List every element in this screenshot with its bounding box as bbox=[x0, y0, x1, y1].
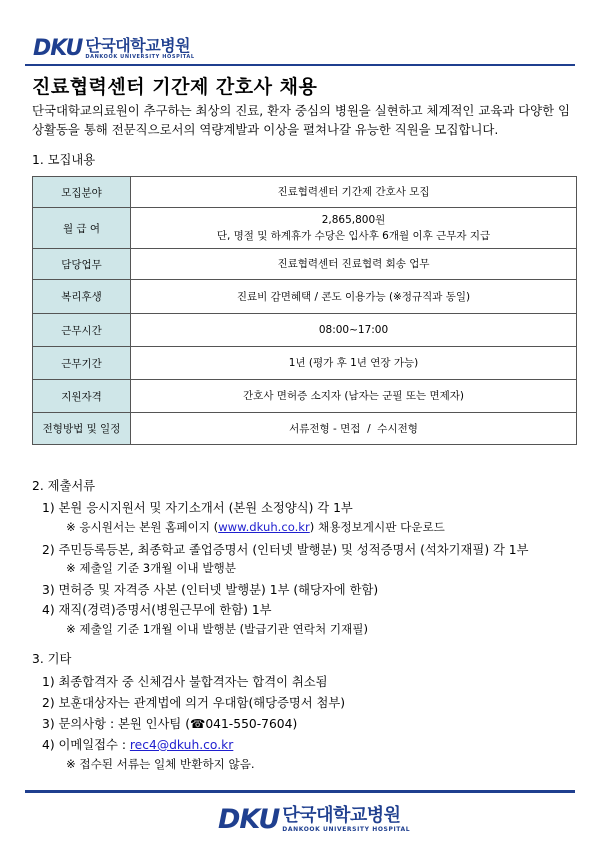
logo-korean-name: 단국대학교병원 bbox=[282, 805, 401, 826]
row-label: 근무기간 bbox=[33, 347, 131, 380]
row-value: 08:00~17:00 bbox=[131, 314, 577, 347]
note-line: ※ 제출일 기준 3개월 이내 발행분 bbox=[66, 561, 236, 575]
table-row bbox=[33, 413, 577, 445]
page-title: 진료협력센터 기간제 간호사 채용 bbox=[32, 76, 318, 98]
list-item: 3) 면허증 및 자격증 사본 (인터넷 발행분) 1부 (해당자에 한함) bbox=[42, 583, 379, 597]
table-row bbox=[33, 314, 577, 347]
logo-mark: DKU bbox=[218, 804, 280, 835]
salary-amount: 2,865,800원 bbox=[321, 214, 386, 226]
section3-heading: 3. 기타 bbox=[32, 652, 72, 666]
logo-korean-name: 단국대학교병원 bbox=[85, 36, 191, 55]
table-row bbox=[33, 208, 577, 249]
note-line bbox=[66, 519, 445, 535]
row-label: 전형방법 및 일정 bbox=[33, 413, 131, 445]
header-rule bbox=[25, 64, 575, 66]
table-row bbox=[33, 380, 577, 413]
list-item: 1) 본원 응시지원서 및 자기소개서 (본원 소정양식) 각 1부 bbox=[42, 501, 353, 515]
section2-heading: 2. 제출서류 bbox=[32, 479, 96, 493]
email-link[interactable]: rec4@dkuh.co.kr bbox=[129, 738, 234, 752]
logo-mark: DKU bbox=[33, 36, 83, 61]
row-label: 지원자격 bbox=[33, 380, 131, 413]
list-item: 3) 문의사항 : 본원 인사팀 (☎041-550-7604) bbox=[42, 717, 298, 731]
note-line: ※ 접수된 서류는 일체 반환하지 않음. bbox=[66, 757, 255, 771]
note-text: ) 채용정보게시판 다운로드 bbox=[309, 520, 445, 534]
list-item: 2) 보훈대상자는 관계법에 의거 우대함(해당증명서 첨부) bbox=[42, 696, 346, 710]
footer-rule bbox=[25, 790, 575, 793]
section1-heading: 1. 모집내용 bbox=[32, 153, 96, 167]
row-value: 간호사 면허증 소지자 (남자는 군필 또는 면제자) bbox=[131, 380, 577, 413]
table-row bbox=[33, 347, 577, 380]
salary-note: 단, 명절 및 하계휴가 수당은 입사후 6개월 이후 근무자 지급 bbox=[216, 230, 491, 242]
intro-paragraph: 단국대학교의료원이 추구하는 최상의 진료, 환자 중심의 병원을 실현하고 체계적인 교육과 다양한 임상활동을 통해 전문직으로서의 역량계발과 이상을 펼쳐나갈 유능한 직원을 모집합니다. bbox=[32, 103, 571, 137]
note-text: ※ 응시원서는 본원 홈페이지 ( bbox=[66, 520, 219, 534]
list-item bbox=[42, 735, 233, 753]
recruit-table bbox=[32, 176, 577, 445]
row-value: 진료협력센터 기간제 간호사 모집 bbox=[131, 177, 577, 208]
table-row bbox=[33, 177, 577, 208]
table-row bbox=[33, 280, 577, 314]
row-label: 근무시간 bbox=[33, 314, 131, 347]
row-value: 진료협력센터 진료협력 회송 업무 bbox=[131, 249, 577, 280]
row-value: 1년 (평가 후 1년 연장 가능) bbox=[131, 347, 577, 380]
note-line: ※ 제출일 기준 1개월 이내 발행분 (발급기관 연락처 기재필) bbox=[66, 622, 369, 636]
logo-english-name: DANKOOK UNIVERSITY HOSPITAL bbox=[85, 54, 195, 60]
row-label: 복리후생 bbox=[33, 280, 131, 314]
row-label: 모집분야 bbox=[33, 177, 131, 208]
footer-logo bbox=[218, 806, 410, 833]
list-item: 2) 주민등록등본, 최종학교 졸업증명서 (인터넷 발행분) 및 성적증명서 (석차기재필) 각 1부 bbox=[42, 543, 529, 557]
homepage-link[interactable]: www.dkuh.co.kr bbox=[218, 520, 310, 534]
list-item: 1) 최종합격자 중 신체검사 불합격자는 합격이 취소됨 bbox=[42, 675, 328, 689]
table-row bbox=[33, 249, 577, 280]
logo-english-name: DANKOOK UNIVERSITY HOSPITAL bbox=[282, 826, 411, 833]
email-label: 4) 이메일접수 : bbox=[42, 738, 130, 752]
row-label: 월 급 여 bbox=[33, 208, 131, 249]
header-logo bbox=[33, 38, 195, 60]
row-label: 담당업무 bbox=[33, 249, 131, 280]
row-value bbox=[131, 208, 577, 249]
row-value: 진료비 감면혜택 / 콘도 이용가능 (※정규직과 동일) bbox=[131, 280, 577, 314]
row-value: 서류전형 - 면접 / 수시전형 bbox=[131, 413, 577, 445]
list-item: 4) 재직(경력)증명서(병원근무에 한함) 1부 bbox=[42, 603, 272, 617]
